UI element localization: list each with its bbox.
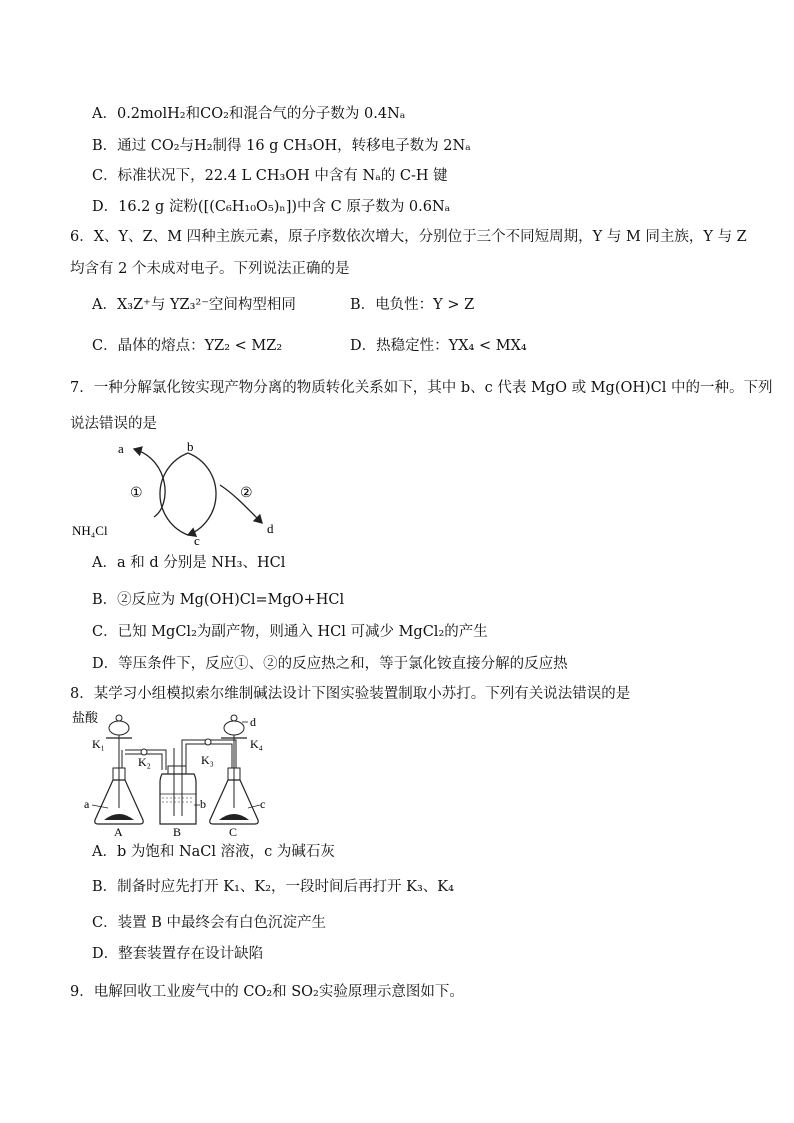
label-acid: 盐酸 [72,710,99,725]
label-k4: K₄ [250,737,263,751]
label-b: b [200,797,206,811]
q5-option-a: A．0.2molH₂和CO₂和混合气的分子数为 0.4Nₐ [92,106,406,122]
q7-option-b: B．②反应为 Mg(OH)Cl=MgO+HCl [92,592,345,608]
label-nh4cl: NH₄Cl [72,523,108,538]
q7-option-a: A．a 和 d 分别是 NH₃、HCl [92,555,286,571]
q6-option-d: D．热稳定性：YX₄ < MX₄ [350,338,527,354]
label-c: c [194,533,200,547]
q6-stem-line2: 均含有 2 个未成对电子。下列说法正确的是 [70,261,350,277]
label-bottle-b: B [173,825,182,836]
arrow-nh4cl-to-a [134,449,165,517]
q8-option-c: C．装置 B 中最终会有白色沉淀产生 [92,915,326,931]
q5-option-d: D．16.2 g 淀粉([(C₆H₁₀O₅)ₙ])中含 C 原子数为 0.6Nₐ [92,199,451,215]
label-k3: K₃ [201,753,214,767]
q7-stem-line2: 说法错误的是 [70,416,157,432]
q7-option-d: D．等压条件下，反应①、②的反应热之和，等于氯化铵直接分解的反应热 [92,656,568,672]
q7-cycle-diagram [70,435,300,547]
label-flask-c: C [229,825,238,836]
q6-stem-line1: 6．X、Y、Z、M 四种主族元素，原子序数依次增大，分别位于三个不同短周期，Y 与 M 同主族，Y 与 Z [70,229,747,245]
q6-option-c: C．晶体的熔点：YZ₂ < MZ₂ [92,338,283,354]
label-a: a [118,441,124,456]
q7-stem-line1: 7．一种分解氯化铵实现产物分离的物质转化关系如下，其中 b、c 代表 MgO 或 Mg(OH)Cl 中的一种。下列 [70,380,773,396]
label-k2: K₂ [138,755,151,769]
cycle-left-arc [160,453,188,535]
label-a: a [84,797,90,811]
bottle-b [160,748,196,824]
q5-option-c: C．标准状况下，22.4 L CH₃OH 中含有 Nₐ的 C-H 键 [92,168,448,184]
q9-stem: 9．电解回收工业废气中的 CO₂和 SO₂实验原理示意图如下。 [70,984,464,1000]
label-b: b [187,439,194,454]
q5-option-b: B．通过 CO₂与H₂制得 16 g CH₃OH，转移电子数为 2Nₐ [92,138,471,154]
label-step2: ② [240,486,253,501]
q8-apparatus-diagram [70,708,285,836]
q8-stem: 8．某学习小组模拟索尔维制碱法设计下图实验装置制取小苏打。下列有关说法错误的是 [70,686,631,702]
q6-option-a: A．X₃Z⁺与 YZ₃²⁻空间构型相同 [92,297,296,313]
label-flask-a: A [114,825,123,836]
label-k1: K₁ [92,737,105,751]
cycle-right-arc [188,453,216,535]
label-c: c [260,797,266,811]
q8-option-a: A．b 为饱和 NaCl 溶液，c 为碱石灰 [92,844,335,860]
label-d: d [267,521,274,536]
q8-option-d: D．整套装置存在设计缺陷 [92,946,264,962]
q6-option-b: B．电负性：Y > Z [350,297,475,313]
q7-option-c: C．已知 MgCl₂为副产物，则通入 HCl 可减少 MgCl₂的产生 [92,624,488,640]
label-step1: ① [130,486,143,501]
q8-option-b: B．制备时应先打开 K₁、K₂，一段时间后再打开 K₃、K₄ [92,879,454,895]
flask-a [95,715,143,824]
label-d: d [250,715,256,729]
